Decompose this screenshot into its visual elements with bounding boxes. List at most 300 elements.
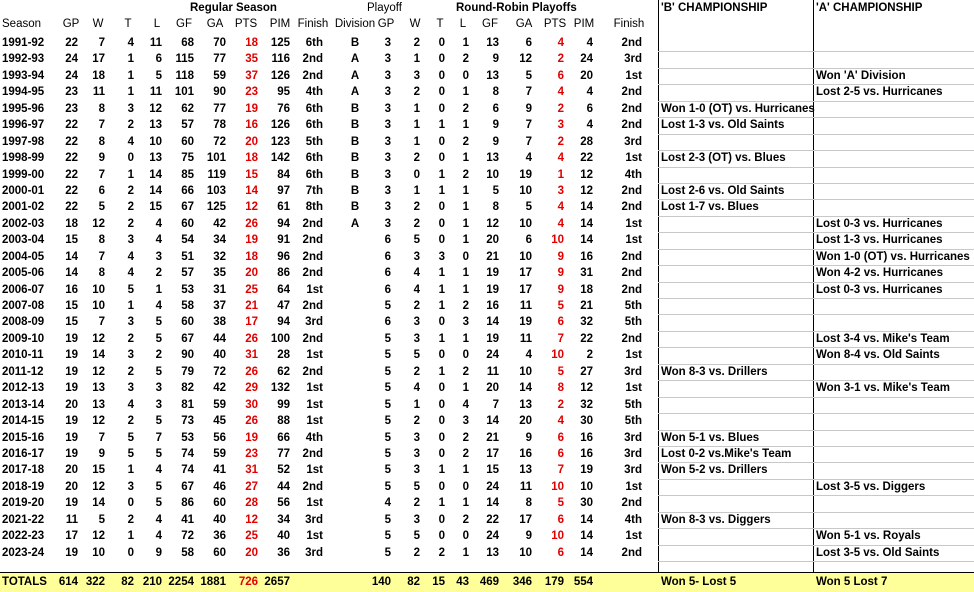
cell-gf: 90 [181, 349, 194, 362]
cell-rr-ga: 6 [525, 37, 532, 49]
cell-rr-ga: 13 [519, 464, 532, 477]
cell-division: B [350, 168, 360, 181]
cell-rr-gp: 5 [384, 447, 391, 460]
cell-pts: 19 [245, 102, 258, 115]
cell-rr-gf: 24 [486, 530, 499, 543]
cell-gf: 60 [181, 135, 194, 148]
cell-rr-t: 1 [438, 365, 445, 378]
cell-t: 4 [127, 37, 134, 49]
cell-season: 1993-94 [2, 69, 45, 82]
cell-t: 2 [127, 217, 134, 230]
col-l: L [153, 18, 161, 30]
cell-rr-finish: 3rd [624, 464, 642, 477]
cell-rr-pim: 32 [580, 398, 593, 411]
cell-rr-pts: 4 [557, 415, 564, 428]
cell-w: 7 [98, 316, 105, 329]
cell-rr-l: 0 [462, 69, 469, 82]
table-row [0, 135, 974, 151]
cell-rr-gf: 5 [492, 184, 499, 197]
cell-ga: 35 [213, 267, 226, 280]
cell-w: 12 [92, 365, 105, 378]
cell-t: 1 [127, 300, 134, 312]
cell-l: 11 [149, 37, 162, 49]
cell-rr-l: 1 [462, 234, 469, 247]
cell-division: A [350, 217, 360, 230]
cell-rr-l: 1 [462, 546, 469, 559]
cell-pts: 18 [245, 250, 258, 263]
cell-rr-gf: 9 [492, 53, 499, 66]
cell-rr-finish: 3rd [624, 365, 642, 378]
cell-l: 4 [155, 513, 162, 526]
cell-rr-w: 1 [413, 135, 420, 148]
cell-pts: 26 [245, 217, 258, 230]
cell-rr-l: 1 [462, 217, 469, 230]
cell-gf: 72 [181, 530, 194, 543]
cell-season: 2000-01 [2, 184, 45, 197]
cell-l: 4 [155, 530, 162, 543]
cell-rr-gf: 21 [486, 250, 499, 263]
cell-rr-finish: 2nd [621, 250, 642, 263]
cell-l: 10 [149, 135, 162, 148]
cell-pim: 84 [277, 168, 290, 181]
totals-w: 322 [85, 576, 105, 588]
cell-rr-pts: 9 [557, 250, 564, 263]
cell-gf: 51 [181, 250, 194, 263]
cell-rr-gf: 14 [486, 415, 499, 428]
cell-ga: 60 [213, 497, 226, 510]
cell-rr-t: 0 [438, 69, 445, 82]
cell-rr-l: 1 [462, 332, 469, 345]
cell-rr-gp: 5 [384, 464, 391, 477]
cell-ga: 32 [213, 250, 226, 263]
cell-pim: 126 [270, 69, 290, 82]
cell-finish: 6th [305, 168, 323, 181]
cell-t: 1 [127, 464, 134, 477]
cell-gp: 19 [65, 349, 78, 362]
cell-finish: 2nd [302, 332, 323, 345]
cell-t: 5 [127, 283, 134, 296]
cell-rr-gp: 4 [384, 497, 391, 510]
cell-season: 2015-16 [2, 431, 45, 444]
cell-rr-w: 2 [413, 37, 420, 49]
cell-gp: 19 [65, 497, 78, 510]
cell-ga: 45 [213, 415, 226, 428]
cell-rr-ga: 10 [519, 365, 532, 378]
cell-finish: 2nd [302, 267, 323, 280]
cell-rr-pts: 2 [557, 102, 564, 115]
cell-b-championship: Won 8-3 vs. Diggers [661, 513, 771, 526]
cell-rr-pts: 2 [557, 53, 564, 66]
cell-gf: 62 [181, 102, 194, 115]
cell-rr-finish: 4th [624, 513, 642, 526]
cell-rr-gf: 6 [492, 102, 499, 115]
cell-division: B [350, 37, 360, 49]
cell-rr-gf: 13 [486, 152, 499, 165]
cell-pim: 95 [277, 86, 290, 99]
cell-gf: 54 [181, 234, 194, 247]
cell-rr-gf: 14 [486, 316, 499, 329]
cell-pts: 18 [245, 152, 258, 165]
cell-gp: 15 [65, 234, 78, 247]
totals-l: 210 [142, 576, 162, 588]
cell-gp: 11 [65, 513, 78, 526]
cell-rr-w: 4 [413, 283, 420, 296]
cell-division: B [350, 152, 360, 165]
cell-rr-ga: 7 [525, 86, 532, 99]
cell-l: 14 [149, 168, 162, 181]
cell-pts: 35 [245, 53, 258, 66]
cell-rr-l: 0 [462, 250, 469, 263]
cell-rr-w: 3 [413, 250, 420, 263]
cell-rr-w: 2 [413, 300, 420, 312]
table-row [0, 283, 974, 299]
cell-finish: 2nd [302, 234, 323, 247]
cell-a-championship: Lost 3-5 vs. Diggers [816, 480, 926, 493]
cell-rr-t: 1 [438, 464, 445, 477]
cell-rr-gf: 9 [492, 119, 499, 132]
cell-pts: 19 [245, 431, 258, 444]
table-row [0, 200, 974, 216]
cell-finish: 1st [306, 398, 323, 411]
cell-rr-l: 1 [462, 152, 469, 165]
col-rr-gf: GF [482, 18, 498, 30]
cell-season: 2012-13 [2, 382, 45, 395]
col-rr-t: T [436, 18, 444, 30]
cell-ga: 125 [206, 201, 226, 214]
cell-finish: 5th [305, 135, 323, 148]
cell-finish: 8th [305, 201, 323, 214]
col-rr-w: W [409, 18, 421, 30]
cell-rr-pim: 22 [580, 152, 593, 165]
cell-rr-finish: 1st [625, 530, 642, 543]
cell-rr-finish: 2nd [621, 37, 642, 49]
cell-pim: 96 [277, 250, 290, 263]
totals-row [0, 572, 974, 592]
cell-rr-finish: 2nd [621, 102, 642, 115]
cell-rr-gf: 9 [492, 135, 499, 148]
cell-pim: 47 [277, 300, 290, 312]
cell-gp: 22 [65, 135, 78, 148]
cell-rr-gp: 5 [384, 300, 391, 312]
cell-rr-pim: 2 [586, 349, 593, 362]
cell-rr-gp: 5 [384, 382, 391, 395]
cell-w: 18 [92, 69, 105, 82]
b-championship-heading: 'B' CHAMPIONSHIP [661, 2, 768, 14]
table-row [0, 463, 974, 479]
cell-season: 2002-03 [2, 217, 45, 230]
cell-rr-finish: 5th [624, 415, 642, 428]
cell-ga: 90 [213, 86, 226, 99]
cell-rr-t: 2 [438, 546, 445, 559]
cell-rr-gp: 3 [384, 37, 391, 49]
cell-l: 5 [155, 69, 162, 82]
cell-pim: 86 [277, 267, 290, 280]
table-row [0, 52, 974, 68]
cell-gf: 82 [181, 382, 194, 395]
cell-season: 2001-02 [2, 201, 45, 214]
cell-rr-pts: 1 [557, 168, 564, 181]
cell-rr-finish: 3rd [624, 53, 642, 66]
cell-rr-finish: 4th [624, 168, 642, 181]
cell-pts: 26 [245, 365, 258, 378]
cell-l: 5 [155, 332, 162, 345]
cell-pim: 142 [270, 152, 290, 165]
table-row [0, 69, 974, 85]
cell-rr-ga: 19 [519, 168, 532, 181]
cell-rr-gp: 6 [384, 267, 391, 280]
cell-rr-w: 3 [413, 513, 420, 526]
cell-w: 6 [98, 184, 105, 197]
cell-rr-pim: 30 [580, 497, 593, 510]
cell-rr-t: 0 [438, 382, 445, 395]
cell-rr-finish: 1st [625, 480, 642, 493]
cell-ga: 31 [213, 283, 226, 296]
table-row [0, 529, 974, 545]
cell-rr-pim: 14 [580, 546, 593, 559]
cell-rr-t: 0 [438, 152, 445, 165]
cell-finish: 1st [306, 415, 323, 428]
cell-ga: 101 [206, 152, 226, 165]
cell-t: 1 [127, 53, 134, 66]
cell-pim: 77 [277, 447, 290, 460]
cell-rr-pts: 6 [557, 431, 564, 444]
cell-w: 15 [92, 464, 105, 477]
col-gf: GF [176, 18, 192, 30]
cell-rr-pts: 4 [557, 201, 564, 214]
cell-rr-l: 2 [462, 513, 469, 526]
cell-rr-l: 1 [462, 267, 469, 280]
cell-rr-gp: 3 [384, 69, 391, 82]
cell-w: 8 [98, 102, 105, 115]
cell-rr-finish: 1st [625, 234, 642, 247]
cell-a-championship: Lost 3-5 vs. Old Saints [816, 546, 940, 559]
cell-season: 1998-99 [2, 152, 45, 165]
totals-rr-l: 43 [456, 576, 469, 588]
table-row [0, 315, 974, 331]
cell-pts: 25 [245, 530, 258, 543]
cell-t: 3 [127, 480, 134, 493]
cell-ga: 34 [213, 234, 226, 247]
cell-rr-gf: 13 [486, 546, 499, 559]
cell-w: 8 [98, 135, 105, 148]
cell-ga: 40 [213, 513, 226, 526]
cell-rr-pts: 6 [557, 513, 564, 526]
cell-rr-finish: 5th [624, 398, 642, 411]
cell-gp: 18 [65, 217, 78, 230]
cell-w: 12 [92, 480, 105, 493]
cell-gp: 16 [65, 283, 78, 296]
cell-rr-l: 2 [462, 431, 469, 444]
cell-pts: 29 [245, 382, 258, 395]
cell-pts: 27 [245, 480, 258, 493]
cell-gp: 15 [65, 316, 78, 329]
totals-label: TOTALS [2, 576, 47, 588]
cell-rr-ga: 14 [519, 382, 532, 395]
cell-l: 13 [149, 119, 162, 132]
cell-t: 2 [127, 365, 134, 378]
cell-rr-pts: 6 [557, 546, 564, 559]
cell-gp: 22 [65, 37, 78, 49]
cell-rr-t: 1 [438, 168, 445, 181]
cell-w: 9 [98, 447, 105, 460]
cell-season: 1991-92 [2, 37, 45, 49]
col-t: T [124, 18, 132, 30]
cell-rr-ga: 5 [525, 201, 532, 214]
cell-rr-ga: 17 [519, 267, 532, 280]
cell-l: 15 [149, 201, 162, 214]
cell-pts: 14 [245, 184, 258, 197]
cell-rr-gp: 3 [384, 184, 391, 197]
cell-rr-pim: 16 [580, 431, 593, 444]
cell-a-championship: Won 8-4 vs. Old Saints [816, 349, 940, 362]
cell-gp: 19 [65, 447, 78, 460]
table-row [0, 102, 974, 118]
cell-gp: 19 [65, 415, 78, 428]
cell-pim: 123 [270, 135, 290, 148]
cell-pim: 94 [277, 217, 290, 230]
cell-rr-pts: 4 [557, 37, 564, 49]
cell-rr-pim: 31 [580, 267, 593, 280]
cell-rr-gp: 5 [384, 365, 391, 378]
cell-rr-pim: 4 [586, 86, 593, 99]
cell-a-championship: Won 1-0 (OT) vs. Hurricanes [816, 250, 970, 263]
cell-season: 2013-14 [2, 398, 45, 411]
cell-rr-gf: 8 [492, 201, 499, 214]
cell-w: 8 [98, 234, 105, 247]
cell-t: 2 [127, 415, 134, 428]
cell-b-championship: Won 5-2 vs. Drillers [661, 464, 768, 477]
table-row [0, 266, 974, 282]
cell-pim: 28 [277, 349, 290, 362]
cell-finish: 6th [305, 37, 323, 49]
cell-rr-t: 0 [438, 447, 445, 460]
cell-rr-pim: 19 [580, 464, 593, 477]
cell-t: 3 [127, 102, 134, 115]
cell-ga: 41 [213, 464, 226, 477]
cell-w: 8 [98, 267, 105, 280]
cell-l: 5 [155, 497, 162, 510]
cell-gf: 75 [181, 152, 194, 165]
cell-rr-gp: 3 [384, 53, 391, 66]
cell-rr-l: 1 [462, 184, 469, 197]
cell-rr-pim: 32 [580, 316, 593, 329]
cell-gp: 22 [65, 119, 78, 132]
cell-rr-ga: 7 [525, 119, 532, 132]
cell-rr-t: 0 [438, 86, 445, 99]
cell-gf: 67 [181, 332, 194, 345]
cell-t: 3 [127, 234, 134, 247]
cell-t: 3 [127, 349, 134, 362]
cell-rr-pts: 2 [557, 135, 564, 148]
regular-season-heading: Regular Season [190, 2, 277, 14]
cell-rr-t: 0 [438, 349, 445, 362]
cell-gf: 53 [181, 283, 194, 296]
cell-pim: 88 [277, 415, 290, 428]
cell-rr-finish: 2nd [621, 201, 642, 214]
cell-rr-gp: 6 [384, 234, 391, 247]
col-rr-pim: PIM [573, 18, 595, 30]
col-rr-l: L [459, 18, 467, 30]
cell-season: 2017-18 [2, 464, 45, 477]
cell-l: 14 [149, 184, 162, 197]
cell-rr-gp: 5 [384, 349, 391, 362]
cell-a-championship: Won 4-2 vs. Hurricanes [816, 267, 943, 280]
col-gp: GP [62, 18, 80, 30]
cell-gp: 23 [65, 86, 78, 99]
column-header-row [0, 17, 974, 36]
cell-pts: 18 [245, 37, 258, 49]
cell-rr-t: 1 [438, 267, 445, 280]
cell-rr-t: 0 [438, 415, 445, 428]
cell-rr-t: 3 [438, 250, 445, 263]
cell-rr-gf: 20 [486, 234, 499, 247]
cell-rr-gp: 3 [384, 86, 391, 99]
cell-a-championship: Lost 1-3 vs. Hurricanes [816, 234, 943, 247]
cell-rr-l: 1 [462, 119, 469, 132]
cell-ga: 44 [213, 332, 226, 345]
cell-rr-gf: 20 [486, 382, 499, 395]
cell-finish: 2nd [302, 217, 323, 230]
cell-rr-finish: 1st [625, 69, 642, 82]
cell-pts: 37 [245, 69, 258, 82]
cell-gp: 22 [65, 201, 78, 214]
cell-t: 1 [127, 530, 134, 543]
table-row [0, 299, 974, 315]
cell-rr-w: 5 [413, 234, 420, 247]
cell-rr-ga: 17 [519, 283, 532, 296]
cell-rr-pts: 4 [557, 217, 564, 230]
cell-rr-ga: 9 [525, 102, 532, 115]
col-ga: GA [206, 18, 224, 30]
cell-division: B [350, 119, 360, 132]
totals-rr-t: 15 [432, 576, 445, 588]
cell-rr-pts: 5 [557, 497, 564, 510]
table-row [0, 85, 974, 101]
cell-gf: 118 [175, 69, 194, 82]
cell-pts: 25 [245, 283, 258, 296]
cell-rr-l: 1 [462, 382, 469, 395]
cell-rr-gf: 24 [486, 480, 499, 493]
cell-pts: 12 [245, 201, 258, 214]
cell-rr-w: 5 [413, 530, 420, 543]
cell-gp: 23 [65, 102, 78, 115]
cell-pts: 26 [245, 332, 258, 345]
cell-w: 5 [98, 513, 105, 526]
cell-rr-pim: 12 [580, 168, 593, 181]
cell-b-championship: Lost 0-2 vs.Mike's Team [661, 447, 792, 460]
cell-a-championship: Lost 3-4 vs. Mike's Team [816, 332, 950, 345]
cell-rr-finish: 3rd [624, 431, 642, 444]
cell-gf: 81 [181, 398, 194, 411]
cell-w: 7 [98, 37, 105, 49]
cell-ga: 59 [213, 447, 226, 460]
cell-pts: 30 [245, 398, 258, 411]
cell-rr-t: 1 [438, 300, 445, 312]
cell-season: 1996-97 [2, 119, 45, 132]
cell-ga: 70 [213, 37, 226, 49]
cell-ga: 36 [213, 530, 226, 543]
col-finish: Finish [297, 18, 329, 30]
cell-b-championship: Lost 2-6 vs. Old Saints [661, 184, 785, 197]
cell-rr-w: 1 [413, 102, 420, 115]
cell-l: 3 [155, 398, 162, 411]
cell-pts: 31 [245, 464, 258, 477]
cell-rr-w: 4 [413, 382, 420, 395]
cell-gp: 22 [65, 184, 78, 197]
cell-gf: 101 [174, 86, 194, 99]
cell-rr-l: 4 [462, 398, 469, 411]
table-row [0, 398, 974, 414]
